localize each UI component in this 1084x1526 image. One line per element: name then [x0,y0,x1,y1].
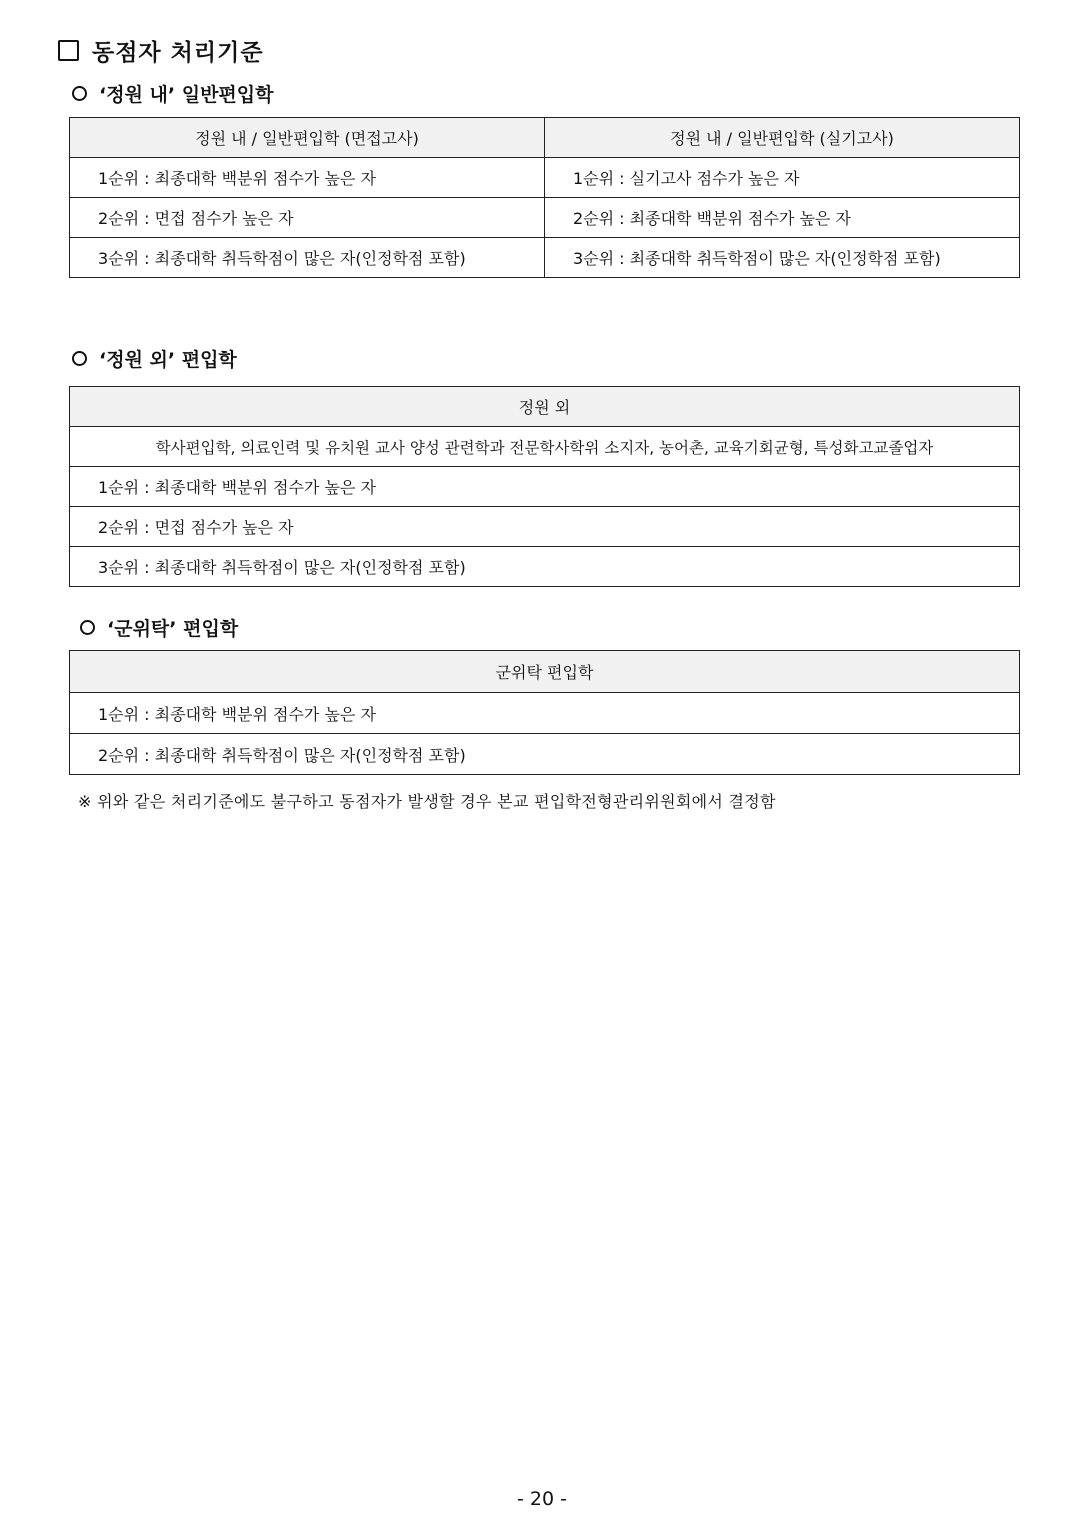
circle-bullet-icon [72,86,87,101]
table-quota-in [69,117,1020,278]
table-cell: 1순위 : 최종대학 백분위 점수가 높은 자 [70,158,545,198]
table-header-row [70,118,1020,158]
section-heading-quota-out [72,345,237,372]
table-header: 군위탁 편입학 [70,651,1020,693]
table-subheader: 학사편입학, 의료인력 및 유치원 교사 양성 관련학과 전문학사학위 소지자, 농어촌, 교육기회균형, 특성화고교졸업자 [70,427,1020,467]
table-header: 정원 외 [70,387,1020,427]
circle-bullet-icon [80,620,95,635]
footnote: ※ 위와 같은 처리기준에도 불구하고 동점자가 발생할 경우 본교 편입학전형관리위원회에서 결정함 [78,792,776,811]
table-header-row [70,651,1020,693]
section-heading-quota-in [72,80,274,107]
table-cell: 2순위 : 면접 점수가 높은 자 [70,507,1020,547]
table-cell: 2순위 : 면접 점수가 높은 자 [70,198,545,238]
table-row [70,467,1020,507]
checkbox-square-icon [58,40,79,61]
table-row [70,693,1020,734]
table-row [70,734,1020,775]
table-cell: 1순위 : 최종대학 백분위 점수가 높은 자 [70,467,1020,507]
table-header-row [70,387,1020,427]
table-row [70,507,1020,547]
section-heading-text: ‘군위탁’ 편입학 [107,618,239,640]
table-military [69,650,1020,775]
table-cell: 3순위 : 최종대학 취득학점이 많은 자(인정학점 포함) [70,547,1020,587]
table-header-practical: 정원 내 / 일반편입학 (실기고사) [545,118,1020,158]
table-quota-out [69,386,1020,587]
table-row [70,158,1020,198]
table-cell: 2순위 : 최종대학 백분위 점수가 높은 자 [545,198,1020,238]
page-title [58,34,264,67]
page-number: - 20 - [517,1488,567,1510]
table-cell: 1순위 : 실기고사 점수가 높은 자 [545,158,1020,198]
table-row [70,198,1020,238]
table-cell: 3순위 : 최종대학 취득학점이 많은 자(인정학점 포함) [70,238,545,278]
section-heading-military [80,614,238,641]
table-row [70,238,1020,278]
page-title-text: 동점자 처리기준 [92,40,264,66]
table-cell: 1순위 : 최종대학 백분위 점수가 높은 자 [70,693,1020,734]
table-header-interview: 정원 내 / 일반편입학 (면접고사) [70,118,545,158]
table-row [70,547,1020,587]
table-subheader-row [70,427,1020,467]
section-heading-text: ‘정원 내’ 일반편입학 [99,84,274,106]
section-heading-text: ‘정원 외’ 편입학 [99,349,237,371]
table-cell: 3순위 : 최종대학 취득학점이 많은 자(인정학점 포함) [545,238,1020,278]
table-cell: 2순위 : 최종대학 취득학점이 많은 자(인정학점 포함) [70,734,1020,775]
circle-bullet-icon [72,351,87,366]
